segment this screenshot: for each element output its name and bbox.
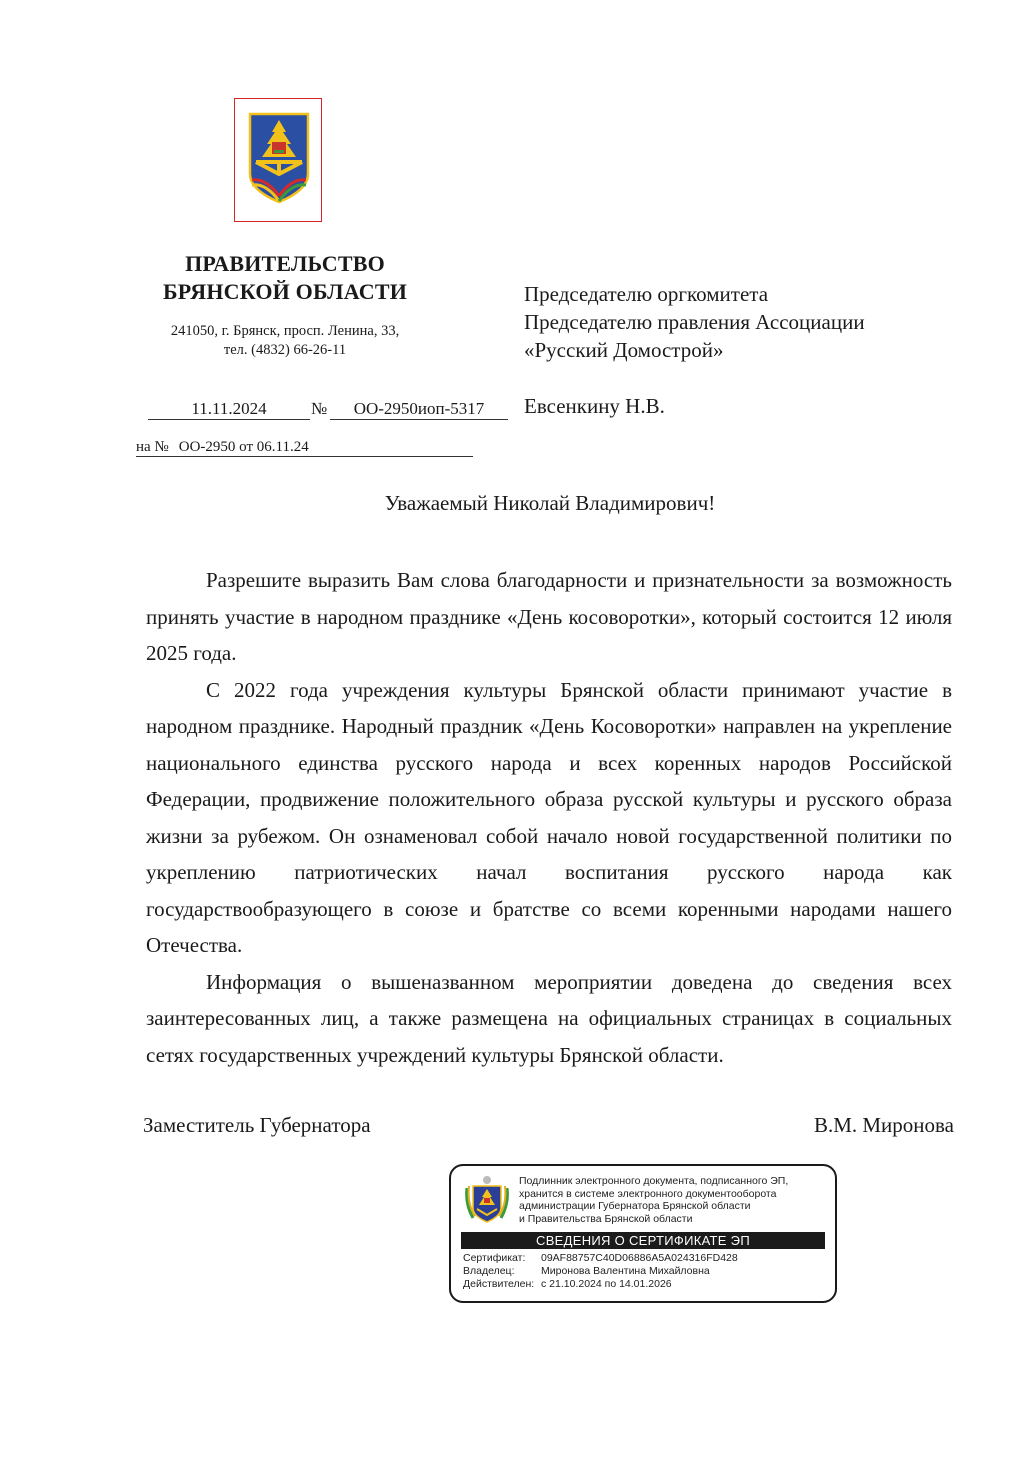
stamp-header-line4: и Правительства Брянской области	[519, 1212, 693, 1225]
validity-label: Действителен:	[463, 1278, 535, 1290]
org-phone: тел. (4832) 66-26-11	[223, 342, 347, 358]
certificate-value: 09AF88757C40D06886A5A024316FD428	[541, 1252, 738, 1264]
certificate-title-bar: СВЕДЕНИЯ О СЕРТИФИКАТЕ ЭП	[461, 1232, 825, 1249]
body-paragraph: Информация о вышеназванном мероприятии доведена до сведения всех заинтересованных лиц, а также размещена на официальных страницах в социальных сетях государственных учреждений культуры Брянской области.	[146, 969, 952, 1067]
letter-body	[146, 562, 952, 1073]
validity-row	[463, 1278, 672, 1291]
stamp-header-line2: хранится в системе электронного документооборота	[519, 1187, 777, 1200]
registration-number: ОО-2950иоп-5317	[330, 399, 508, 420]
org-address: 241050, г. Брянск, просп. Ленина, 33,	[170, 323, 400, 339]
recipient-line3: «Русский Домострой»	[524, 338, 724, 362]
recipient-name: Евсенкину Н.В.	[524, 394, 665, 418]
number-sign: №	[311, 399, 328, 418]
recipient-line2: Председателю правления Ассоциации	[524, 310, 865, 334]
recipient-line1: Председателю оргкомитета	[524, 282, 769, 306]
body-paragraph: С 2022 года учреждения культуры Брянской области принимают участие в народном празднике. Народный праздник «День Косоворотки» направлен на укрепление национального единства русского народа и всех коренных народов Российской Федерации, продвижение положительного образа русской культуры и русского образа жизни за рубежом. Он ознаменовал собой начало новой государственной политики по укреплению патриотических начал воспитания русского народа как государствообразующего в союзе и братстве со всеми коренными народами нашего Отечества.	[146, 677, 952, 957]
coat-of-arms-icon	[248, 112, 310, 210]
org-name-line2: БРЯНСКОЙ ОБЛАСТИ	[162, 279, 408, 304]
stamp-header-line3: администрации Губернатора Брянской области	[519, 1200, 751, 1212]
signatory-name: В.М. Миронова	[813, 1113, 954, 1137]
recipient-block	[524, 280, 865, 364]
reply-reference	[136, 438, 473, 457]
organization-contacts	[130, 322, 440, 360]
owner-value: Миронова Валентина Михайловна	[541, 1265, 710, 1277]
reply-to-value: ОО-2950 от 06.11.24	[178, 439, 309, 455]
validity-value: с 21.10.2024 по 14.01.2026	[541, 1278, 672, 1290]
certificate-label: Сертификат:	[463, 1252, 526, 1264]
electronic-signature-stamp	[449, 1164, 837, 1303]
organization-name	[130, 250, 440, 306]
registration-date: 11.11.2024	[148, 399, 310, 420]
coat-of-arms-frame	[234, 98, 322, 222]
stamp-header-line1: Подлинник электронного документа, подписанного ЭП,	[519, 1175, 789, 1187]
body-paragraph: Разрешите выразить Вам слова благодарности и признательности за возможность принять участие в народном празднике «День косоворотки», который состоится 12 июля 2025 года.	[146, 568, 952, 665]
stamp-emblem-icon	[463, 1174, 511, 1226]
owner-row	[463, 1265, 710, 1278]
owner-label: Владелец:	[463, 1265, 515, 1277]
stamp-header	[519, 1175, 788, 1225]
certificate-row	[463, 1252, 738, 1265]
reply-label: на №	[136, 439, 169, 455]
salutation: Уважаемый Николай Владимирович!	[384, 491, 716, 515]
org-name-line1: ПРАВИТЕЛЬСТВО	[185, 251, 385, 276]
signatory-role: Заместитель Губернатора	[143, 1113, 371, 1137]
